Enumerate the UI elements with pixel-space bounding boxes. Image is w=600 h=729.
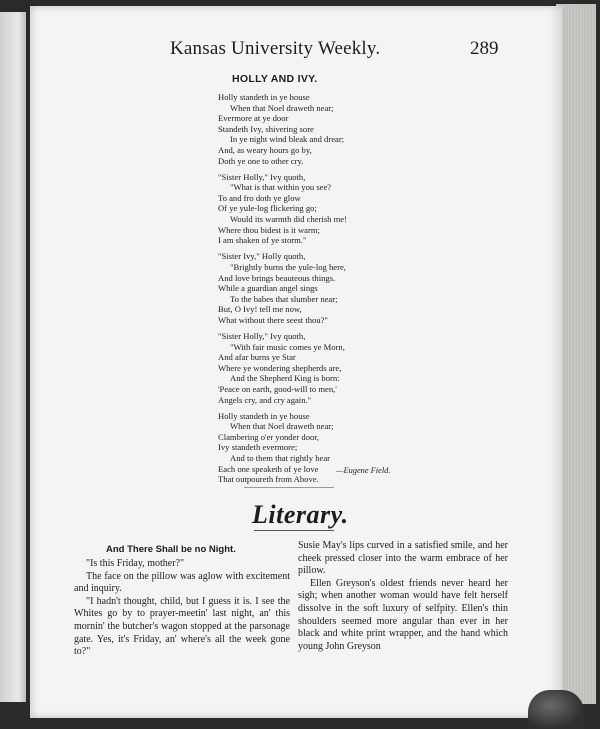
poem-line: When that Noel draweth near; [230,421,334,432]
poem-line: Doth ye one to other cry. [218,155,304,166]
poem-line: "Sister Ivy," Holly quoth, [218,251,306,262]
article-paragraph: "I hadn't thought, child, but I guess it is. I see the Whites go by to prayer-meetin' last night, an' this mornin' the butcher's wagon stopped at the parsonage gate. Yes, it's Friday, an' where's all the week gone to?" [74,595,290,658]
poem-line: Evermore at ye door [218,113,289,124]
poem-line: And love brings beauteous things. [218,272,336,283]
section-heading-rule [254,530,334,531]
poem-line: When that Noel draweth near; [230,102,334,113]
poem-line: I am shaken of ye storm." [218,235,307,246]
poem-line: To the babes that slumber near; [230,293,338,304]
poem-line: In ye night wind bleak and drear; [230,134,345,145]
article-paragraph: "Is this Friday, mother?" [86,558,185,569]
poem-line: Standeth Ivy, shivering sore [218,123,314,134]
running-header: Kansas University Weekly. [170,38,381,59]
poem-line: "With fair music comes ye Morn, [230,341,345,352]
poem-line: Angels cry, and cry again." [218,394,312,405]
poem-body [218,92,418,490]
poem-line: To and fro doth ye glow [218,192,301,203]
article-title: And There Shall be no Night. [106,544,236,555]
poem-stanza [218,251,418,325]
poem-line: 'Peace on earth, good-will to men,' [218,383,337,394]
poem-author: —Eugene Field. [336,466,391,475]
poem-line: "What is that within you see? [230,182,332,193]
poem-line: Ivy standeth evermore; [218,442,298,453]
article-paragraph: The face on the pillow was aglow with excitement and inquiry. [74,570,290,595]
article-column-left [74,544,290,659]
poem-line: Clambering o'er yonder door, [218,431,319,442]
poem-line: Of ye yule-log flickering go; [218,203,317,214]
poem-line: And the Shepherd King is born: [230,373,340,384]
poem-line: "Brightly burns the yule-log here, [230,261,346,272]
poem-stanza [218,331,418,405]
section-heading: Literary. [252,500,349,529]
poem-line: That outpoureth from Above. [218,474,319,485]
article-paragraph: Ellen Greyson's oldest friends never heard her sigh; when another woman would have felt herself dissolve in the soft luxury of selfpity. Ellen's thin shoulders seemed more angular than ever in her black and white print wrapper, and the hand which young John Greyson [298,577,508,652]
page-stack-edges [556,4,596,704]
left-page-edge [0,12,26,702]
section-divider [244,487,334,488]
article-column-right [298,540,508,653]
poem-title: HOLLY AND IVY. [232,73,318,85]
poem-line: Holly standeth in ye house [218,410,310,421]
poem-line: What without there seest thou?" [218,314,328,325]
poem-line: And to them that rightly hear [230,453,330,463]
page-number: 289 [470,38,499,59]
poem-line: And afar burns ye Star [218,352,296,363]
poem-line: Where ye wondering shepherds are, [218,362,342,373]
poem-stanza [218,92,418,166]
poem-stanza [218,172,418,246]
poem-line: "Sister Holly," Ivy quoth, [218,330,306,341]
poem-line: Holly standeth in ye house [218,92,310,102]
thumb-shadow [528,690,584,729]
poem-line: Each one speaketh of ye love [218,463,319,474]
poem-line: But, O Ivy! tell me now, [218,304,302,315]
poem-line: Would its warmth did cherish me! [230,214,347,225]
poem-line: While a guardian angel sings [218,283,318,294]
poem-line: "Sister Holly," Ivy quoth, [218,171,306,182]
poem-line: Where thou bidest is it warm; [218,224,320,235]
poem-line: And, as weary hours go by, [218,144,312,155]
article-paragraph: Susie May's lips curved in a satisfied smile, and her cheek pressed closer into the warm embrace of her pillow. [298,540,508,577]
